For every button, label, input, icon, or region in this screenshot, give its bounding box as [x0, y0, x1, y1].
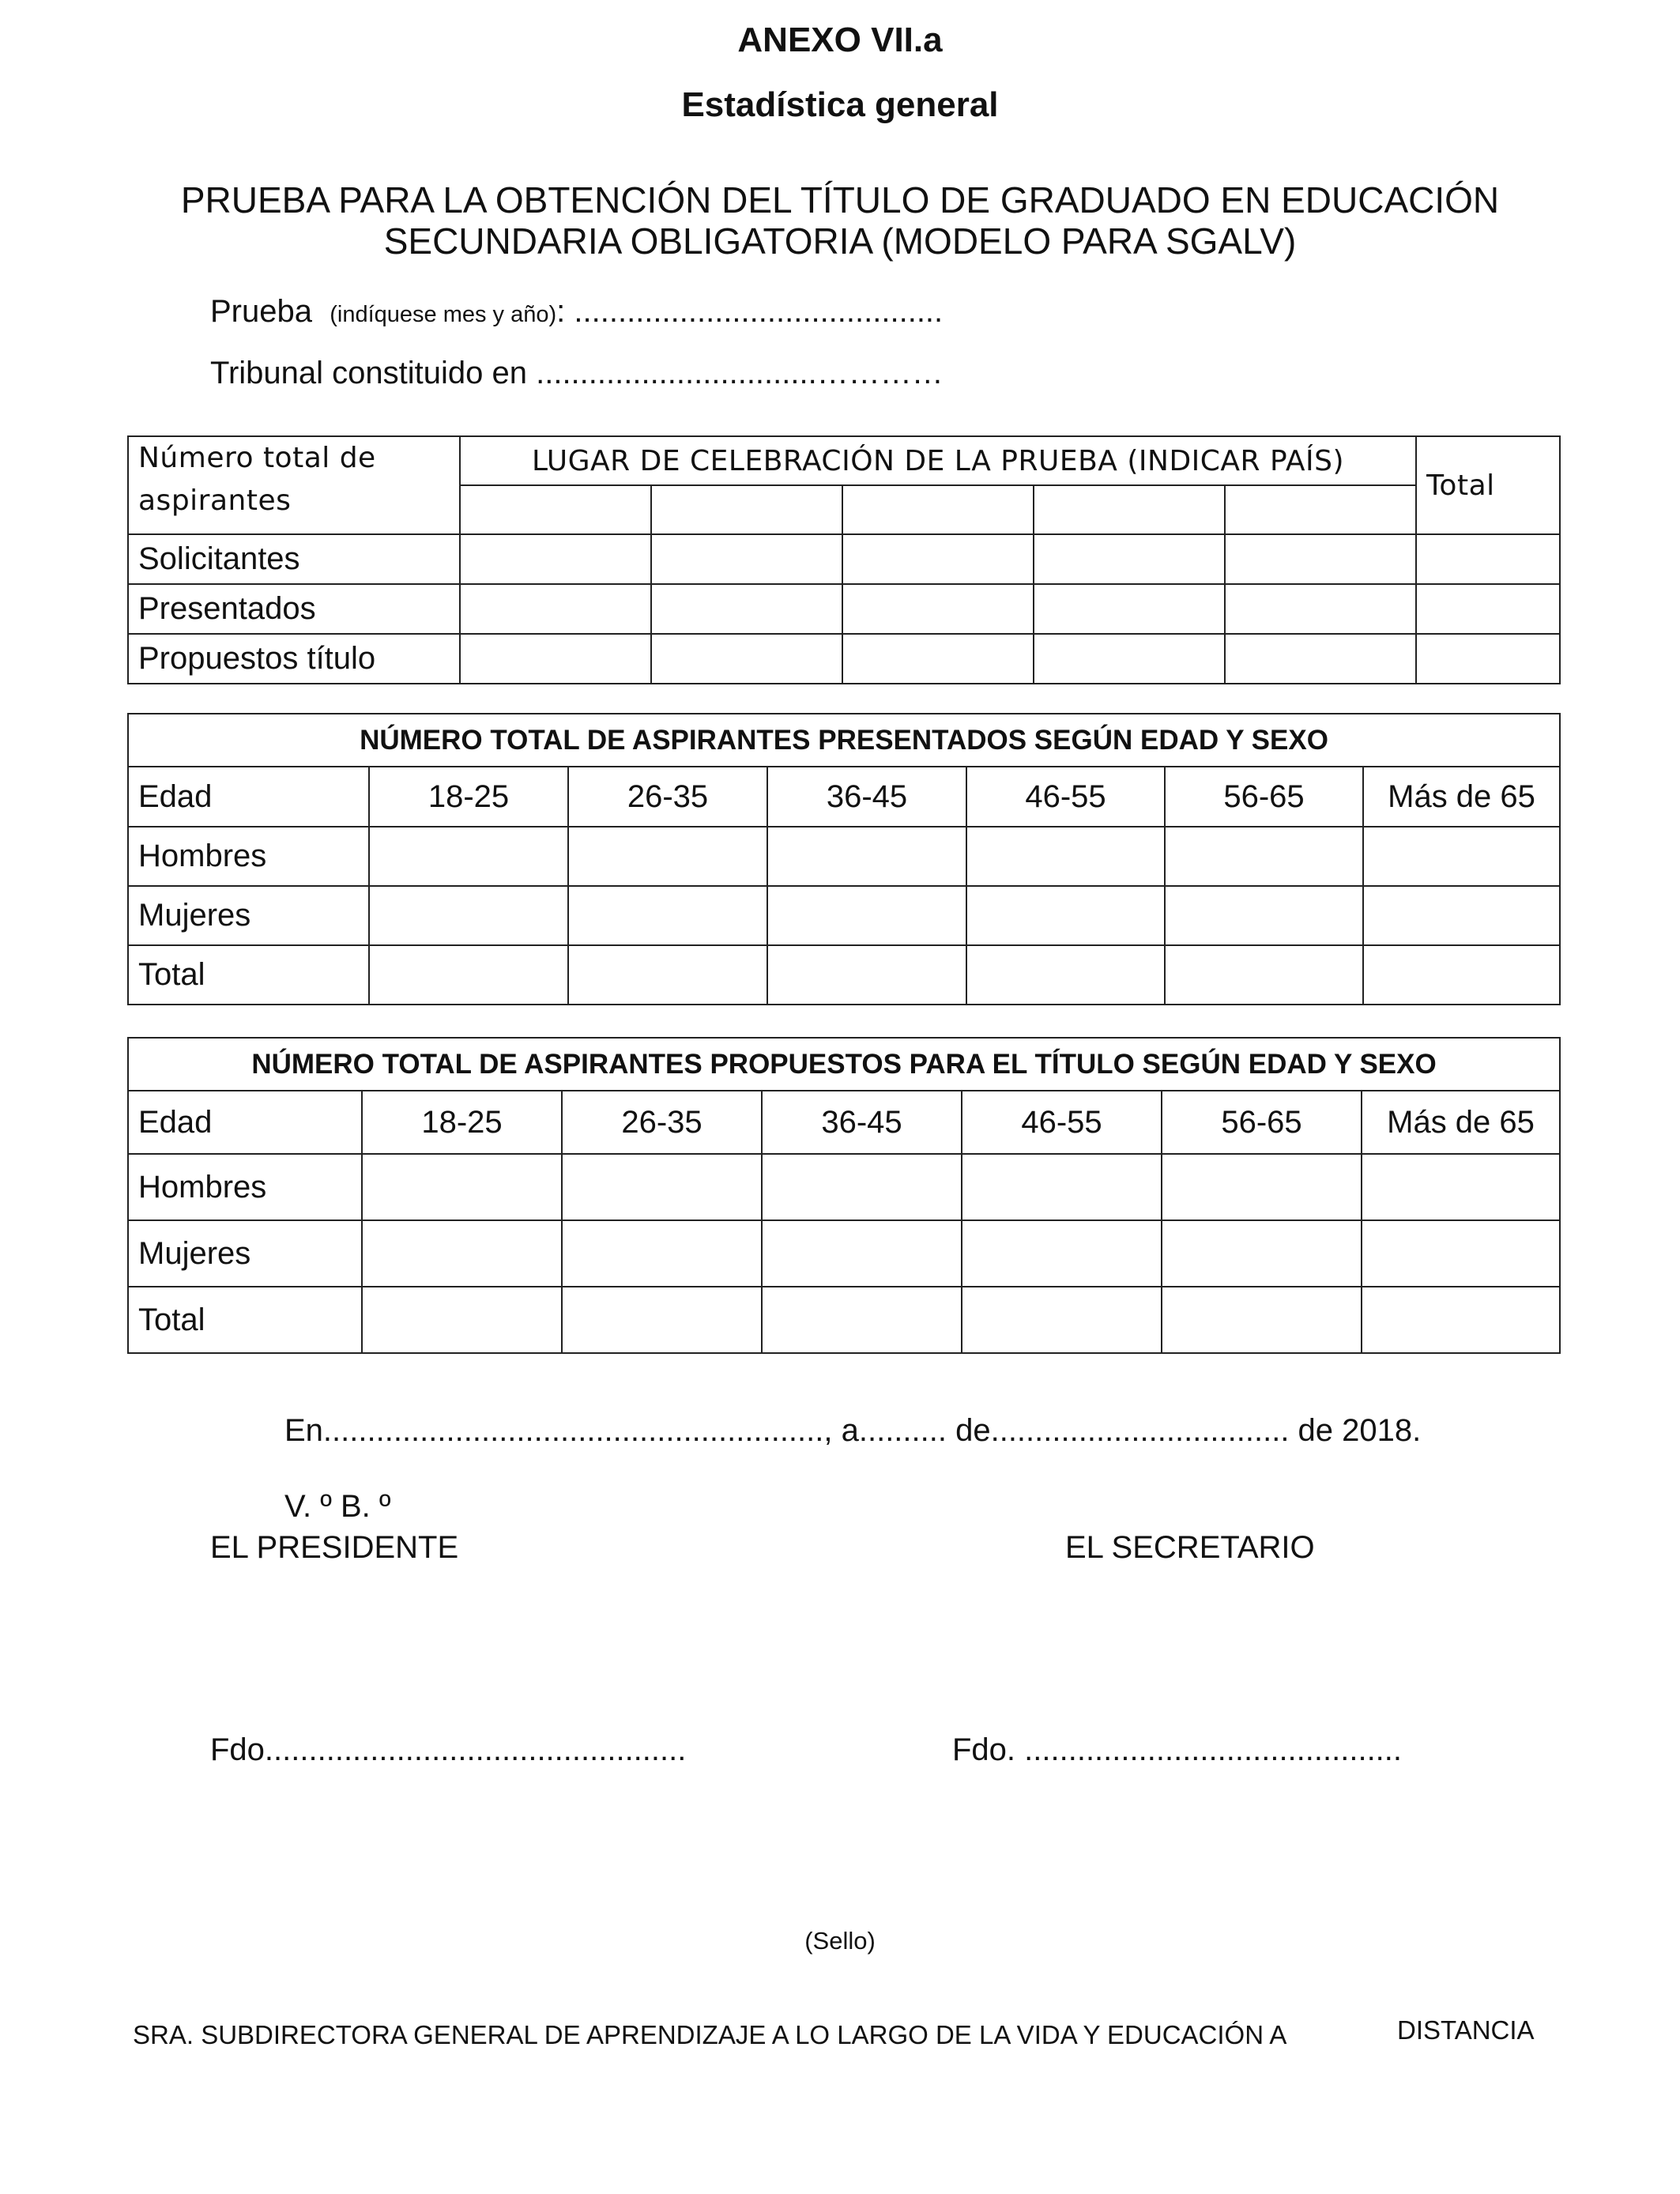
corner-header: Número total de aspirantes [128, 436, 460, 534]
data-cell[interactable] [962, 1220, 1162, 1287]
data-cell[interactable] [962, 1287, 1162, 1353]
country-cell[interactable] [1225, 485, 1416, 534]
total-cell[interactable] [1416, 634, 1560, 684]
tribunal-dots[interactable]: ................................………… [526, 356, 944, 390]
president-label: EL PRESIDENTE [210, 1530, 459, 1565]
table-row [128, 945, 1560, 1005]
data-cell[interactable] [966, 827, 1165, 886]
data-cell[interactable] [966, 886, 1165, 945]
data-cell[interactable] [651, 634, 842, 684]
data-cell[interactable] [966, 945, 1165, 1005]
age-group-header: Más de 65 [1362, 1091, 1560, 1154]
data-cell[interactable] [1165, 827, 1363, 886]
data-cell[interactable] [1225, 534, 1416, 584]
data-cell[interactable] [842, 634, 1034, 684]
lugar-group-header: LUGAR DE CELEBRACIÓN DE LA PRUEBA (INDICAR PAÍS) [460, 436, 1416, 485]
data-cell[interactable] [1362, 1287, 1560, 1353]
country-cell[interactable] [1034, 485, 1225, 534]
table-row [128, 1154, 1560, 1220]
row-label: Presentados [128, 584, 460, 634]
data-cell[interactable] [362, 1154, 562, 1220]
age-header-row [128, 767, 1560, 827]
prueba-label: Prueba [210, 294, 312, 329]
data-cell[interactable] [1362, 1154, 1560, 1220]
data-cell[interactable] [369, 886, 568, 945]
presentados-table [127, 713, 1561, 1005]
table-row [128, 584, 1560, 634]
data-cell[interactable] [1225, 634, 1416, 684]
age-group-header: 46-55 [962, 1091, 1162, 1154]
annex-subtitle: Estadística general [681, 85, 999, 124]
data-cell[interactable] [1363, 945, 1560, 1005]
table-row [128, 634, 1560, 684]
data-cell[interactable] [1165, 886, 1363, 945]
table-row [128, 886, 1560, 945]
total-header: Total [1416, 436, 1560, 534]
table-row [128, 1220, 1560, 1287]
main-heading-line-1: PRUEBA PARA LA OBTENCIÓN DEL TÍTULO DE GRADUADO EN EDUCACIÓN [180, 179, 1500, 221]
row-label: Hombres [128, 827, 369, 886]
data-cell[interactable] [767, 945, 966, 1005]
age-group-header: 26-35 [562, 1091, 762, 1154]
data-cell[interactable] [568, 945, 767, 1005]
age-label: Edad [128, 767, 369, 827]
data-cell[interactable] [762, 1154, 962, 1220]
table-row [128, 827, 1560, 886]
data-cell[interactable] [651, 584, 842, 634]
addressee: SRA. SUBDIRECTORA GENERAL DE APRENDIZAJE A LO LARGO DE LA VIDA Y EDUCACIÓN A [133, 2020, 1287, 2049]
date-line[interactable]: En........................................................., a.......... de.................................. de 2018. [284, 1413, 1422, 1448]
row-label: Mujeres [128, 886, 369, 945]
age-group-header: 56-65 [1162, 1091, 1362, 1154]
secretary-label: EL SECRETARIO [1065, 1530, 1315, 1565]
table-row [128, 1287, 1560, 1353]
row-label: Propuestos título [128, 634, 460, 684]
data-cell[interactable] [460, 584, 651, 634]
data-cell[interactable] [767, 827, 966, 886]
data-cell[interactable] [1363, 886, 1560, 945]
row-label: Solicitantes [128, 534, 460, 584]
visto-bueno: V. º B. º [284, 1489, 391, 1524]
data-cell[interactable] [762, 1287, 962, 1353]
data-cell[interactable] [369, 945, 568, 1005]
total-cell[interactable] [1416, 584, 1560, 634]
data-cell[interactable] [762, 1220, 962, 1287]
country-cell[interactable] [651, 485, 842, 534]
data-cell[interactable] [767, 886, 966, 945]
data-cell[interactable] [362, 1287, 562, 1353]
age-group-header: 46-55 [966, 767, 1165, 827]
row-label: Mujeres [128, 1220, 362, 1287]
row-label: Hombres [128, 1154, 362, 1220]
data-cell[interactable] [568, 827, 767, 886]
prueba-hint: (indíquese mes y año) [330, 302, 557, 327]
table-row [128, 534, 1560, 584]
data-cell[interactable] [1362, 1220, 1560, 1287]
prueba-colon: : [556, 294, 566, 329]
data-cell[interactable] [1034, 534, 1225, 584]
president-signature-line[interactable]: Fdo................................................ [210, 1732, 687, 1767]
data-cell[interactable] [1162, 1220, 1362, 1287]
age-header-row [128, 1091, 1560, 1154]
prueba-field [210, 294, 943, 330]
data-cell[interactable] [962, 1154, 1162, 1220]
age-group-header: 18-25 [362, 1091, 562, 1154]
data-cell[interactable] [1165, 945, 1363, 1005]
data-cell[interactable] [568, 886, 767, 945]
presentados-title: NÚMERO TOTAL DE ASPIRANTES PRESENTADOS SEGÚN EDAD Y SEXO [128, 714, 1560, 767]
tribunal-label: Tribunal constituido en [210, 356, 527, 390]
country-cell[interactable] [460, 485, 651, 534]
tribunal-field [210, 356, 944, 391]
seal-label: (Sello) [804, 1927, 876, 1955]
lugar-table [127, 435, 1561, 684]
country-cell[interactable] [842, 485, 1034, 534]
data-cell[interactable] [651, 534, 842, 584]
propuestos-title: NÚMERO TOTAL DE ASPIRANTES PROPUESTOS PARA EL TÍTULO SEGÚN EDAD Y SEXO [128, 1038, 1560, 1091]
row-label: Total [128, 945, 369, 1005]
age-group-header: 36-45 [767, 767, 966, 827]
data-cell[interactable] [1034, 634, 1225, 684]
data-cell[interactable] [562, 1220, 762, 1287]
age-group-header: 36-45 [762, 1091, 962, 1154]
age-group-header: 56-65 [1165, 767, 1363, 827]
data-cell[interactable] [1162, 1154, 1362, 1220]
data-cell[interactable] [1034, 584, 1225, 634]
addressee-tail: DISTANCIA [1397, 2015, 1535, 2045]
age-group-header: 26-35 [568, 767, 767, 827]
prueba-dots[interactable]: .......................................... [565, 294, 944, 329]
main-heading-line-2: SECUNDARIA OBLIGATORIA (MODELO PARA SGALV) [383, 221, 1297, 262]
total-cell[interactable] [1416, 534, 1560, 584]
data-cell[interactable] [1225, 584, 1416, 634]
row-label: Total [128, 1287, 362, 1353]
age-group-header: 18-25 [369, 767, 568, 827]
data-cell[interactable] [1162, 1287, 1362, 1353]
data-cell[interactable] [460, 634, 651, 684]
annex-title: ANEXO VII.a [737, 21, 943, 59]
data-cell[interactable] [842, 584, 1034, 634]
data-cell[interactable] [460, 534, 651, 584]
propuestos-table [127, 1037, 1561, 1354]
secretary-signature-line[interactable]: Fdo. ........................................... [952, 1732, 1403, 1767]
data-cell[interactable] [362, 1220, 562, 1287]
data-cell[interactable] [562, 1154, 762, 1220]
data-cell[interactable] [842, 534, 1034, 584]
age-group-header: Más de 65 [1363, 767, 1560, 827]
data-cell[interactable] [1363, 827, 1560, 886]
data-cell[interactable] [562, 1287, 762, 1353]
data-cell[interactable] [369, 827, 568, 886]
age-label: Edad [128, 1091, 362, 1154]
